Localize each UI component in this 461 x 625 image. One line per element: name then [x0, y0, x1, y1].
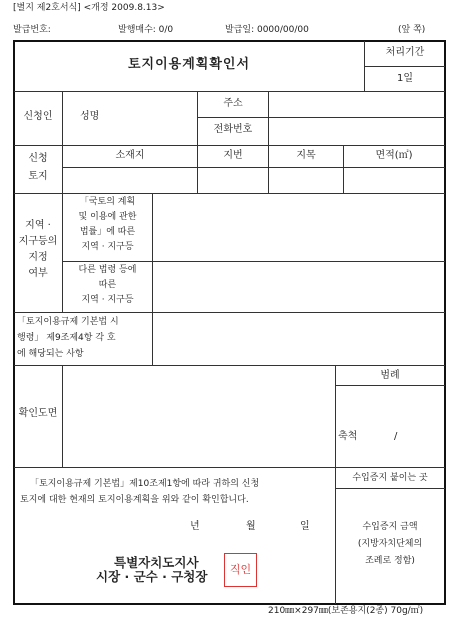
- address-label: 주소: [223, 98, 243, 109]
- revenue-stamp-fee-line2: (지방자치단체의: [357, 539, 423, 549]
- area-field[interactable]: [344, 168, 444, 192]
- lot-number-field[interactable]: [198, 168, 268, 192]
- confirm-statement-line1: 「토지이용규제 기본법」제10조제1항에 따라 귀하의 신청: [30, 479, 260, 489]
- zoning-section-line2: 지구등의: [18, 236, 58, 247]
- page-side-label: (앞 쪽): [398, 25, 426, 35]
- revenue-stamp-title: 수입증지 붙이는 곳: [352, 473, 428, 483]
- other-law-line2: 따른: [98, 280, 117, 290]
- land-category-header: 지목: [296, 150, 316, 161]
- scale-label: 축척: [338, 431, 358, 442]
- zoning-section-line1: 지역 ·: [25, 220, 51, 231]
- applicant-section-label: 신청인: [23, 111, 53, 122]
- address-field[interactable]: [269, 92, 444, 116]
- regulation-line2: 행령」 제9조제4항 각 호: [17, 333, 116, 343]
- date-day-label: 일: [300, 521, 310, 532]
- phone-label: 전화번호: [213, 124, 253, 135]
- revenue-stamp-fee-line3: 조례로 정함): [365, 556, 415, 566]
- national-planning-law-line3: 법률」에 따른: [79, 227, 136, 237]
- national-zoning-field[interactable]: [153, 194, 444, 260]
- national-planning-law-line4: 지역 · 지구등: [81, 242, 134, 252]
- processing-period-label: 처리기간: [385, 47, 425, 58]
- form-tag: [별지 제2호서식] <개정 2009.8.13>: [13, 3, 165, 13]
- paper-spec-footer: 210㎜×297㎜(보존용지(2종) 70g/㎡): [268, 606, 424, 616]
- area-header: 면적(㎡): [375, 150, 413, 161]
- scale-separator: /: [394, 431, 398, 442]
- lot-number-header: 지번: [223, 150, 243, 161]
- zoning-section-line4: 여부: [28, 268, 48, 279]
- official-seal-text: 직인: [229, 563, 252, 576]
- confirmation-map-label: 확인도면: [18, 408, 58, 419]
- regulation-line1: 「토지이용규제 기본법 시: [17, 317, 119, 327]
- date-year-label: 년: [190, 521, 200, 532]
- other-zoning-field[interactable]: [153, 262, 444, 311]
- regulation-line3: 에 해당되는 사항: [17, 349, 84, 359]
- revenue-stamp-fee-line1: 수입증지 금액: [362, 522, 418, 532]
- name-field[interactable]: [116, 92, 196, 144]
- issue-date-label: 발급일: 0000/00/00: [225, 25, 309, 35]
- official-seal-box: [224, 553, 257, 587]
- national-planning-law-line2: 및 이용에 관한: [78, 212, 137, 222]
- confirm-statement-line2: 토지에 대한 현재의 토지이용계획을 위와 같이 확인합니다.: [20, 495, 249, 505]
- legend-label: 범례: [380, 370, 400, 381]
- other-law-line1: 다른 법령 등에: [78, 265, 137, 275]
- zoning-section-line3: 지정: [28, 252, 48, 263]
- location-header: 소재지: [115, 150, 145, 161]
- revenue-stamp-area[interactable]: [336, 489, 444, 603]
- land-section-label-line1: 신청: [28, 153, 48, 164]
- authority-title-line1: 특별자치도지사: [114, 555, 199, 570]
- issue-number-label: 발급번호:: [13, 25, 51, 35]
- other-law-line3: 지역 · 지구등: [81, 295, 134, 305]
- name-label: 성명: [80, 111, 100, 122]
- national-planning-law-line1: 「국토의 계획: [79, 197, 136, 207]
- copies-label: 발행매수: 0/0: [118, 25, 174, 35]
- confirmation-map-area: [63, 366, 334, 466]
- location-field[interactable]: [63, 168, 197, 192]
- document-title: 토지이용계획확인서: [127, 57, 251, 72]
- regulation-field[interactable]: [153, 313, 444, 364]
- processing-period-value: 1일: [396, 73, 414, 84]
- land-category-field[interactable]: [269, 168, 343, 192]
- land-section-label-line2: 토지: [28, 171, 48, 182]
- date-month-label: 월: [246, 521, 256, 532]
- authority-title-line2: 시장 · 군수 · 구청장: [96, 569, 208, 584]
- phone-field[interactable]: [269, 118, 444, 144]
